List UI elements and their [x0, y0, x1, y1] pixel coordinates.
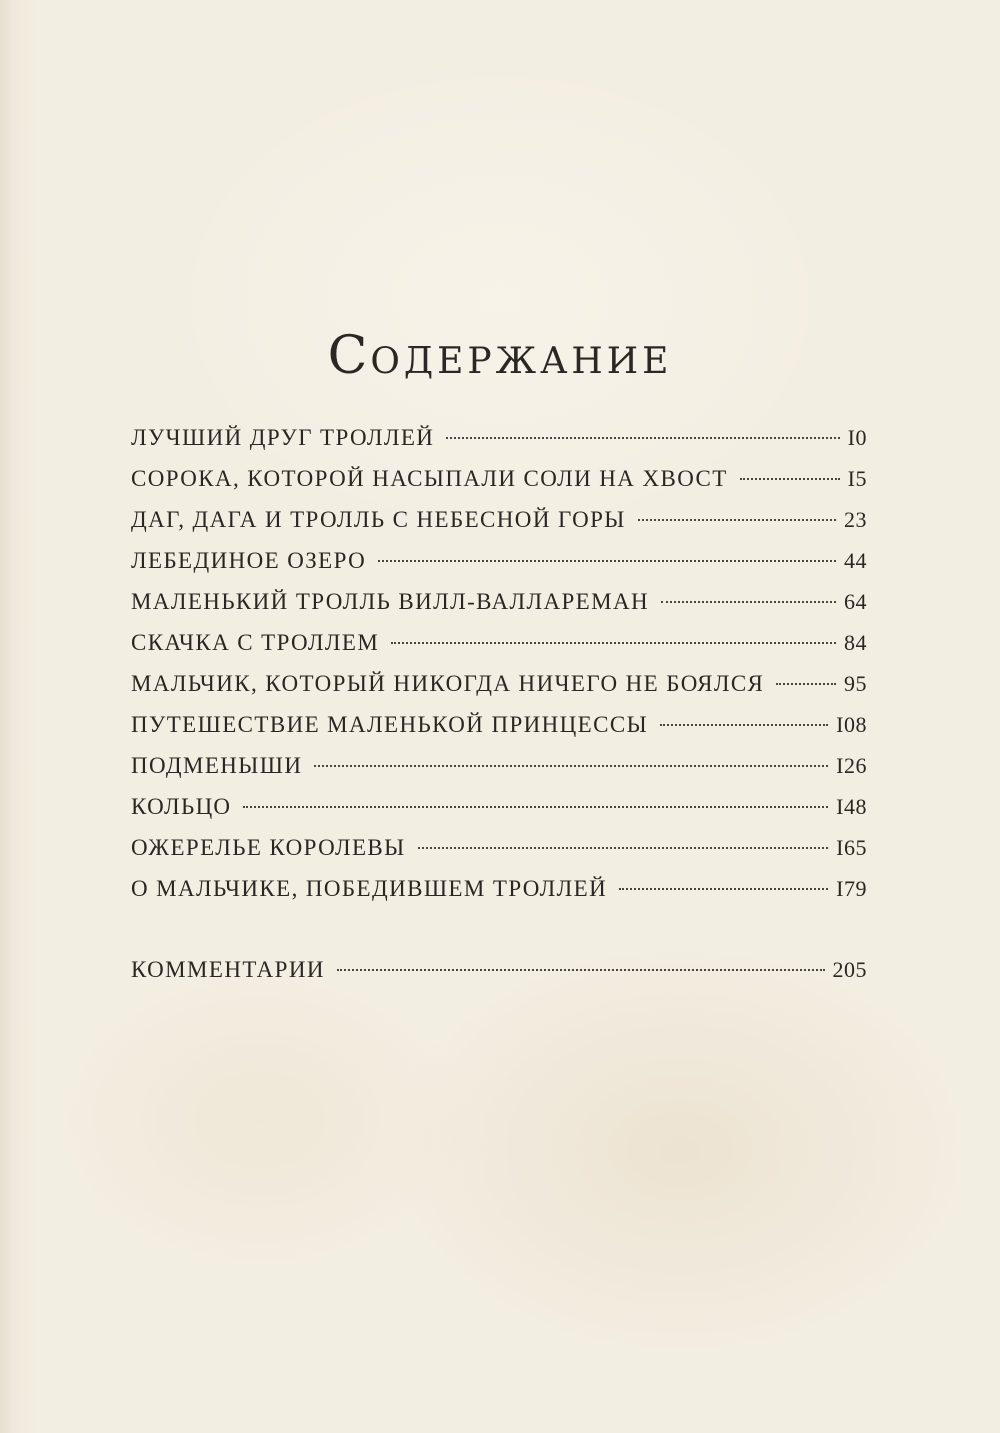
dot-leader: [660, 724, 828, 726]
toc-entry-page: 205: [832, 957, 867, 982]
toc-entry-title: ЛЕБЕДИНОЕ ОЗЕРО: [131, 548, 367, 573]
toc-entry: [131, 704, 867, 745]
toc-entry-page: 23: [844, 507, 867, 532]
dot-leader: [418, 847, 829, 849]
toc-entry-page: 44: [844, 548, 867, 573]
toc-entry-page: 84: [844, 630, 867, 655]
toc-entry: [131, 827, 867, 868]
toc-entry-page: I79: [836, 876, 867, 901]
toc-entry: [131, 745, 867, 786]
toc-entry-title: О МАЛЬЧИКЕ, ПОБЕДИВШЕМ ТРОЛЛЕЙ: [131, 876, 608, 901]
dot-leader: [776, 683, 836, 685]
dot-leader: [446, 437, 839, 439]
toc-entry: [131, 540, 867, 581]
dot-leader: [243, 806, 828, 808]
toc-entry: [131, 417, 867, 458]
toc-entry-page: 64: [844, 589, 867, 614]
table-of-contents: [131, 417, 867, 990]
toc-entry-page: I08: [836, 712, 867, 737]
toc-entry: [131, 786, 867, 827]
title-initial: С: [327, 326, 371, 386]
toc-entry-appendix: [131, 949, 867, 990]
dot-leader: [314, 765, 828, 767]
toc-entry-page: I26: [836, 753, 867, 778]
toc-entry: [131, 458, 867, 499]
toc-entry-title: ОЖЕРЕЛЬЕ КОРОЛЕВЫ: [131, 835, 406, 860]
toc-entry-title: ПУТЕШЕСТВИЕ МАЛЕНЬКОЙ ПРИНЦЕССЫ: [131, 712, 649, 737]
toc-entry-title: КОММЕНТАРИИ: [131, 957, 325, 982]
toc-entry-title: ДАГ, ДАГА И ТРОЛЛЬ С НЕБЕСНОЙ ГОРЫ: [131, 507, 626, 532]
toc-entry-title: СОРОКА, КОТОРОЙ НАСЫПАЛИ СОЛИ НА ХВОСТ: [131, 466, 728, 491]
toc-entry: [131, 868, 867, 909]
toc-entry-page: I5: [847, 466, 867, 491]
toc-entry-title: МАЛЬЧИК, КОТОРЫЙ НИКОГДА НИЧЕГО НЕ БОЯЛСЯ: [131, 671, 765, 696]
toc-entry: [131, 622, 867, 663]
toc-entry-title: ПОДМЕНЫШИ: [131, 753, 303, 778]
toc-entry-title: ЛУЧШИЙ ДРУГ ТРОЛЛЕЙ: [131, 425, 435, 450]
dot-leader: [337, 969, 825, 971]
dot-leader: [661, 601, 836, 603]
toc-entry: [131, 581, 867, 622]
dot-leader: [740, 478, 840, 480]
toc-entry: [131, 499, 867, 540]
title-rest: ОДЕРЖАНИЕ: [370, 341, 673, 382]
toc-entry-page: I48: [836, 794, 867, 819]
toc-entry-page: I65: [836, 835, 867, 860]
toc-entry-title: СКАЧКА С ТРОЛЛЕМ: [131, 630, 380, 655]
toc-spacer: [131, 909, 867, 949]
dot-leader: [391, 642, 836, 644]
toc-entry-title: КОЛЬЦО: [131, 794, 232, 819]
toc-entry-title: МАЛЕНЬКИЙ ТРОЛЛЬ ВИЛЛ-ВАЛЛАРЕМАН: [131, 589, 650, 614]
dot-leader: [619, 888, 828, 890]
dot-leader: [638, 519, 836, 521]
toc-entry-page: I0: [847, 425, 867, 450]
page-title: [0, 326, 1000, 388]
dot-leader: [378, 560, 836, 562]
toc-entry-page: 95: [844, 671, 867, 696]
toc-entry: [131, 663, 867, 704]
